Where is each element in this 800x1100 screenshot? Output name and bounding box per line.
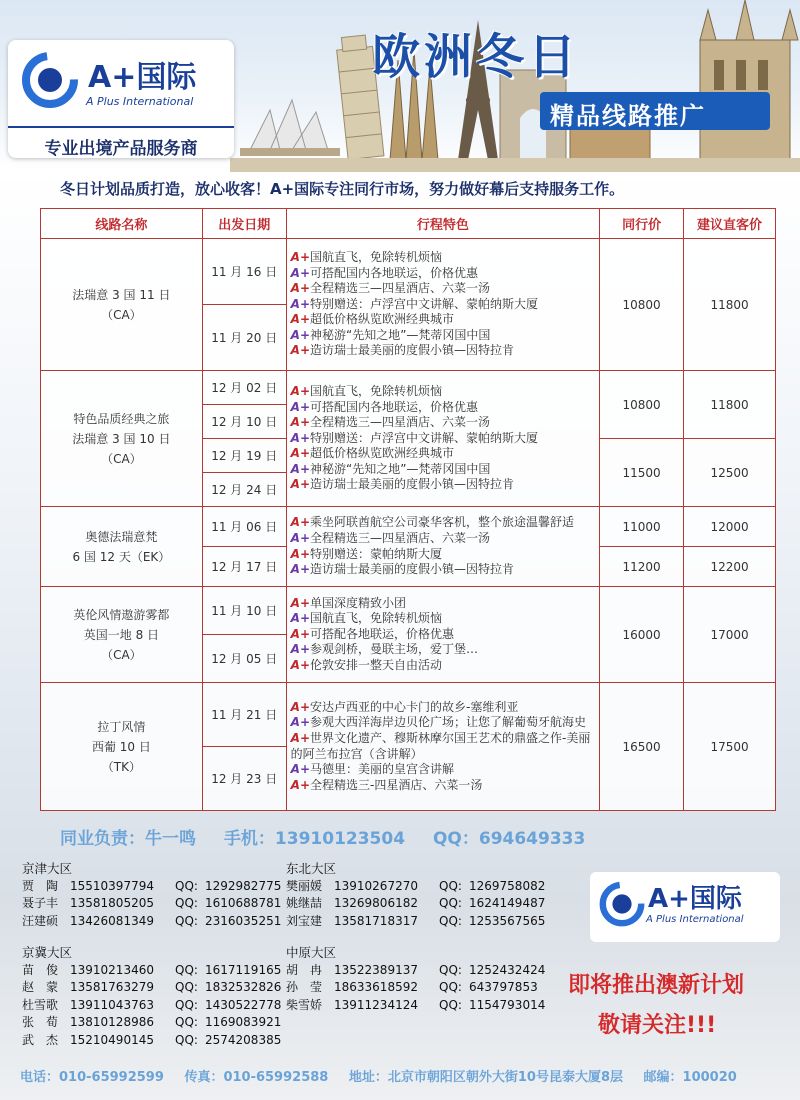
trade-price: 16000 <box>600 587 684 683</box>
feature-text: 超低价格纵览欧洲经典城市 <box>310 446 455 461</box>
a-plus-bullet-icon: A+ <box>290 430 310 445</box>
logo-text: A+国际 <box>88 60 197 95</box>
qq-label: QQ: <box>439 913 462 928</box>
contact-name: 赵 蒙 <box>22 980 59 994</box>
feature-text: 国航直飞，免除转机烦恼 <box>310 611 443 626</box>
a-plus-bullet-icon: A+ <box>290 461 310 476</box>
feature-item <box>291 384 596 400</box>
departure-date: 12 月 17 日 <box>202 547 286 587</box>
route-name <box>41 683 203 811</box>
contact-row <box>286 962 545 980</box>
route-name-line: 英伦风情遨游雾都 <box>73 607 170 622</box>
feature-text: 单国深度精致小团 <box>310 595 407 610</box>
contact-row <box>22 997 281 1015</box>
feature-item <box>291 515 596 531</box>
route-name-line: 拉丁风情 <box>97 719 146 734</box>
route-name-line: （TK） <box>101 759 141 774</box>
contact-name: 胡 冉 <box>286 962 323 977</box>
contact-name: 樊丽媛 <box>286 878 323 893</box>
feature-item <box>291 762 596 778</box>
qq-label: QQ: <box>439 896 462 910</box>
contact-name: 姚继喆 <box>286 896 323 910</box>
region-block <box>286 944 545 1014</box>
feature-item <box>291 611 596 627</box>
feature-item <box>291 562 596 578</box>
col-route: 线路名称 <box>41 209 203 239</box>
region-block <box>22 860 281 930</box>
contact-phone: 13910213460 <box>70 962 154 977</box>
qq-label: QQ: <box>175 878 198 893</box>
feature-item <box>291 266 596 282</box>
departure-date: 12 月 19 日 <box>202 439 286 473</box>
contact-name: 柴雪娇 <box>286 997 323 1012</box>
feature-text: 全程精选三—四星酒店、六菜一汤 <box>310 281 491 296</box>
feature-text: 可搭配各地联运，价格优惠 <box>310 626 455 641</box>
contact-header <box>60 824 800 849</box>
route-name-line: （CA） <box>101 307 142 322</box>
qq-label: QQ: <box>439 997 462 1012</box>
feature-text: 国航直飞，免除转机烦恼 <box>310 249 443 264</box>
contact-phone: 13269806182 <box>334 896 418 910</box>
contact-qq-number: 2316035251 <box>205 913 282 928</box>
route-name-line: 特色品质经典之旅 <box>73 411 170 426</box>
a-plus-bullet-icon: A+ <box>290 595 310 610</box>
contact-row <box>22 913 281 931</box>
route-features <box>286 683 600 811</box>
retail-price: 12000 <box>684 507 776 547</box>
promo-line-1: 即将推出澳新计划 <box>568 973 745 998</box>
contact-qq-number: 1269758082 <box>469 878 546 893</box>
logo-card <box>8 40 234 158</box>
departure-date: 12 月 02 日 <box>202 371 286 405</box>
contact-qq-number: 1154793014 <box>469 997 546 1012</box>
feature-text: 安达卢西亚的中心卡门的故乡-塞维利亚 <box>310 699 519 714</box>
contact-row <box>286 913 545 931</box>
qq-label: QQ: <box>175 1015 198 1029</box>
feature-text: 可搭配国内各地联运，价格优惠 <box>310 265 479 280</box>
contact-row <box>22 1014 281 1032</box>
qq-label: QQ: <box>439 962 462 977</box>
route-name <box>41 587 203 683</box>
feature-text: 马德里：美丽的皇宫含讲解 <box>310 762 455 777</box>
contact-qq-number: 1169083921 <box>205 1015 282 1029</box>
logo-subtitle: A Plus International <box>86 95 194 108</box>
feature-item <box>291 431 596 447</box>
qq-label: QQ: <box>175 997 198 1012</box>
route-name-line: 6 国 12 天（EK） <box>72 549 171 564</box>
feature-item <box>291 281 596 297</box>
footer-tel: 电话：010-65992599 <box>20 1070 164 1085</box>
departure-date: 12 月 05 日 <box>202 635 286 683</box>
a-plus-bullet-icon: A+ <box>290 642 310 657</box>
region-block <box>22 944 281 1049</box>
a-plus-bullet-icon: A+ <box>290 657 310 672</box>
contact-qq-number: 1624149487 <box>469 896 546 910</box>
contact-row <box>286 979 545 997</box>
retail-price: 12500 <box>684 439 776 507</box>
table-row <box>41 507 776 547</box>
a-plus-bullet-icon: A+ <box>290 626 310 641</box>
contact-phone: 13581763279 <box>70 980 154 994</box>
contact-row <box>286 895 545 913</box>
region-title: 东北大区 <box>286 861 337 876</box>
region-title: 京津大区 <box>22 861 73 876</box>
feature-text: 造访瑞士最美丽的度假小镇—因特拉肯 <box>310 477 515 492</box>
route-name <box>41 507 203 587</box>
trade-price: 11000 <box>600 507 684 547</box>
route-features <box>286 371 600 507</box>
contact-qq-number: 2574208385 <box>205 1032 282 1047</box>
a-plus-bullet-icon: A+ <box>290 296 310 311</box>
contact-name: 汪建硕 <box>22 913 59 928</box>
a-plus-bullet-icon: A+ <box>290 762 310 777</box>
table-row <box>41 587 776 635</box>
contact-name: 聂子丰 <box>22 896 59 910</box>
a-plus-bullet-icon: A+ <box>290 446 310 461</box>
retail-price: 11800 <box>684 371 776 439</box>
qq-label: QQ: <box>175 1032 198 1047</box>
a-plus-bullet-icon: A+ <box>290 477 310 492</box>
contact-phone: 15210490145 <box>70 1032 154 1047</box>
a-plus-bullet-icon: A+ <box>290 415 310 430</box>
feature-text: 可搭配国内各地联运，价格优惠 <box>310 399 479 414</box>
footer-zip: 邮编：100020 <box>643 1070 737 1085</box>
feature-item <box>291 658 596 674</box>
contact-name: 杜雪歌 <box>22 997 59 1012</box>
feature-item <box>291 700 596 716</box>
logo-subtitle: A Plus International <box>646 914 744 925</box>
trade-price: 10800 <box>600 371 684 439</box>
feature-text: 世界文化遗产、穆斯林摩尔国王艺术的鼎盛之作-美丽的阿兰布拉宫（含讲解） <box>290 730 591 761</box>
trade-price: 16500 <box>600 683 684 811</box>
region-title: 京冀大区 <box>22 945 73 960</box>
col-date: 出发日期 <box>202 209 286 239</box>
header-banner <box>0 0 800 172</box>
contact-row <box>22 878 281 896</box>
contact-person: 同业负责：牛一鸣 <box>60 829 196 849</box>
trade-price: 10800 <box>600 239 684 371</box>
route-name-line: 英国一地 8 日 <box>83 627 160 642</box>
route-features <box>286 587 600 683</box>
feature-item <box>291 400 596 416</box>
contact-phone: 13911043763 <box>70 997 154 1012</box>
feature-item <box>291 627 596 643</box>
feature-item <box>291 343 596 359</box>
qq-label: QQ: <box>439 878 462 893</box>
footer-fax: 传真：010-65992588 <box>184 1070 329 1085</box>
feature-item <box>291 462 596 478</box>
page-subtitle: 精品线路推广 <box>550 102 706 130</box>
departure-date: 11 月 16 日 <box>202 239 286 305</box>
feature-item <box>291 312 596 328</box>
retail-price: 17000 <box>684 587 776 683</box>
departure-date: 12 月 24 日 <box>202 473 286 507</box>
retail-price: 17500 <box>684 683 776 811</box>
contact-qq-number: 1832532826 <box>205 980 282 994</box>
a-plus-bullet-icon: A+ <box>290 730 310 745</box>
contact-phone: 13910267270 <box>334 878 418 893</box>
feature-text: 伦敦安排一整天自由活动 <box>310 657 443 672</box>
a-plus-bullet-icon: A+ <box>290 312 310 327</box>
table-header-row <box>41 209 776 239</box>
feature-text: 国航直飞，免除转机烦恼 <box>310 383 443 398</box>
feature-text: 超低价格纵览欧洲经典城市 <box>310 312 455 327</box>
feature-text: 全程精选三—四星酒店、六菜一汤 <box>310 530 491 545</box>
retail-price: 11800 <box>684 239 776 371</box>
route-name-line: （CA） <box>101 451 142 466</box>
feature-text: 参观大西洋海岸边贝伦广场；让您了解葡萄牙航海史 <box>310 715 587 730</box>
feature-item <box>291 477 596 493</box>
contact-phone: 13581718317 <box>334 913 418 928</box>
feature-text: 神秘游“先知之地”—梵蒂冈国中国 <box>310 461 491 476</box>
contact-qq-number: 1253567565 <box>469 913 546 928</box>
contact-qq-number: 643797853 <box>469 980 538 994</box>
table-row <box>41 371 776 405</box>
routes-table <box>40 208 776 811</box>
trade-price: 11200 <box>600 547 684 587</box>
contact-name: 刘宝建 <box>286 913 323 928</box>
contact-name: 张 荀 <box>22 1015 59 1029</box>
contact-qq-number: 1617119165 <box>205 962 282 977</box>
feature-item <box>291 642 596 658</box>
contact-row <box>22 1032 281 1050</box>
feature-item <box>291 446 596 462</box>
feature-text: 参观剑桥，曼联主场，爱丁堡… <box>310 642 479 657</box>
contact-phone: 18633618592 <box>334 980 418 994</box>
logo-text: A+国际 <box>648 884 742 914</box>
departure-date: 12 月 10 日 <box>202 405 286 439</box>
a-plus-bullet-icon: A+ <box>290 383 310 398</box>
feature-text: 乘坐阿联酋航空公司豪华客机，整个旅途温馨舒适 <box>310 515 575 530</box>
contact-phone: 13581805205 <box>70 896 154 910</box>
contact-phone: 13522389137 <box>334 962 418 977</box>
col-retail-price: 建议直客价 <box>684 209 776 239</box>
route-name-line: 法瑞意 3 国 11 日 <box>72 287 171 302</box>
a-plus-bullet-icon: A+ <box>290 327 310 342</box>
a-plus-bullet-icon: A+ <box>290 611 310 626</box>
contact-qq-number: 1292982775 <box>205 878 282 893</box>
contact-qq-number: 1252432424 <box>469 962 546 977</box>
a-plus-bullet-icon: A+ <box>290 562 310 577</box>
departure-date: 11 月 06 日 <box>202 507 286 547</box>
contact-phone: 13911234124 <box>334 997 418 1012</box>
qq-label: QQ: <box>175 980 198 994</box>
a-plus-bullet-icon: A+ <box>290 715 310 730</box>
contact-phone: 13426081349 <box>70 913 154 928</box>
contact-row <box>22 962 281 980</box>
qq-label: QQ: <box>439 980 462 994</box>
contact-phone: 15510397794 <box>70 878 154 893</box>
route-name-line: （CA） <box>101 647 142 662</box>
feature-item <box>291 778 596 794</box>
a-plus-bullet-icon: A+ <box>290 249 310 264</box>
contact-name: 武 杰 <box>22 1032 59 1047</box>
route-name <box>41 371 203 507</box>
a-plus-bullet-icon: A+ <box>290 265 310 280</box>
contact-row <box>286 878 545 896</box>
logo-secondary <box>590 872 780 942</box>
qq-label: QQ: <box>175 913 198 928</box>
table-row <box>41 683 776 747</box>
swirl-logo-icon <box>20 50 80 110</box>
contact-mobile: 手机：13910123504 <box>223 829 406 849</box>
route-name-line: 西葡 10 日 <box>91 739 151 754</box>
feature-item <box>291 328 596 344</box>
departure-date: 11 月 10 日 <box>202 587 286 635</box>
a-plus-bullet-icon: A+ <box>290 699 310 714</box>
a-plus-bullet-icon: A+ <box>290 399 310 414</box>
footer-contact <box>20 1066 800 1085</box>
feature-item <box>291 547 596 563</box>
contact-name: 苗 俊 <box>22 962 59 977</box>
qq-label: QQ: <box>175 896 198 910</box>
retail-price: 12200 <box>684 547 776 587</box>
route-name-line: 奥德法瑞意梵 <box>85 529 158 544</box>
feature-item <box>291 596 596 612</box>
table-row <box>41 239 776 305</box>
departure-date: 11 月 20 日 <box>202 305 286 371</box>
swirl-logo-icon <box>598 880 646 928</box>
contact-qq-number: 1610688781 <box>205 896 282 910</box>
a-plus-bullet-icon: A+ <box>290 281 310 296</box>
intro-text: 冬日计划品质打造，放心收客！A+国际专注同行市场，努力做好幕后支持服务工作。 <box>60 180 625 198</box>
a-plus-bullet-icon: A+ <box>290 546 310 561</box>
feature-text: 造访瑞士最美丽的度假小镇—因特拉肯 <box>310 562 515 577</box>
a-plus-bullet-icon: A+ <box>290 530 310 545</box>
contact-qq: QQ：694649333 <box>432 829 586 849</box>
routes-table-body <box>41 239 776 811</box>
trade-price: 11500 <box>600 439 684 507</box>
feature-text: 特别赠送：卢浮宫中文讲解、蒙帕纳斯大厦 <box>310 430 539 445</box>
feature-text: 造访瑞士最美丽的度假小镇—因特拉肯 <box>310 343 515 358</box>
qq-label: QQ: <box>175 962 198 977</box>
a-plus-bullet-icon: A+ <box>290 777 310 792</box>
col-features: 行程特色 <box>286 209 600 239</box>
col-trade-price: 同行价 <box>600 209 684 239</box>
departure-date: 12 月 23 日 <box>202 747 286 811</box>
contact-row <box>22 895 281 913</box>
region-title: 中原大区 <box>286 945 337 960</box>
feature-item <box>291 250 596 266</box>
contact-name: 贾 陶 <box>22 878 59 893</box>
a-plus-bullet-icon: A+ <box>290 515 310 530</box>
feature-item <box>291 531 596 547</box>
contact-row <box>286 997 545 1015</box>
contact-row <box>22 979 281 997</box>
feature-item <box>291 731 596 762</box>
feature-item <box>291 715 596 731</box>
region-block <box>286 860 545 930</box>
contact-phone: 13810128986 <box>70 1015 154 1029</box>
contact-name: 孙 莹 <box>286 980 323 994</box>
promo-line-2: 敬请关注!!! <box>598 1013 717 1038</box>
contact-qq-number: 1430522778 <box>205 997 282 1012</box>
tagline: 专业出境产品服务商 <box>8 126 234 159</box>
feature-text: 全程精选三—四星酒店、六菜一汤 <box>310 415 491 430</box>
footer-address: 地址：北京市朝阳区朝外大街10号昆泰大厦8层 <box>348 1070 624 1085</box>
feature-item <box>291 297 596 313</box>
route-features <box>286 239 600 371</box>
route-features <box>286 507 600 587</box>
route-name-line: 法瑞意 3 国 10 日 <box>72 431 171 446</box>
feature-text: 特别赠送：卢浮宫中文讲解、蒙帕纳斯大厦 <box>310 296 539 311</box>
feature-item <box>291 415 596 431</box>
feature-text: 全程精选三-四星酒店、六菜一汤 <box>310 777 483 792</box>
feature-text: 神秘游“先知之地”—梵蒂冈国中国 <box>310 327 491 342</box>
a-plus-bullet-icon: A+ <box>290 343 310 358</box>
feature-text: 特别赠送：蒙帕纳斯大厦 <box>310 546 443 561</box>
departure-date: 11 月 21 日 <box>202 683 286 747</box>
route-name <box>41 239 203 371</box>
page-title: 欧洲冬日 <box>372 29 581 85</box>
